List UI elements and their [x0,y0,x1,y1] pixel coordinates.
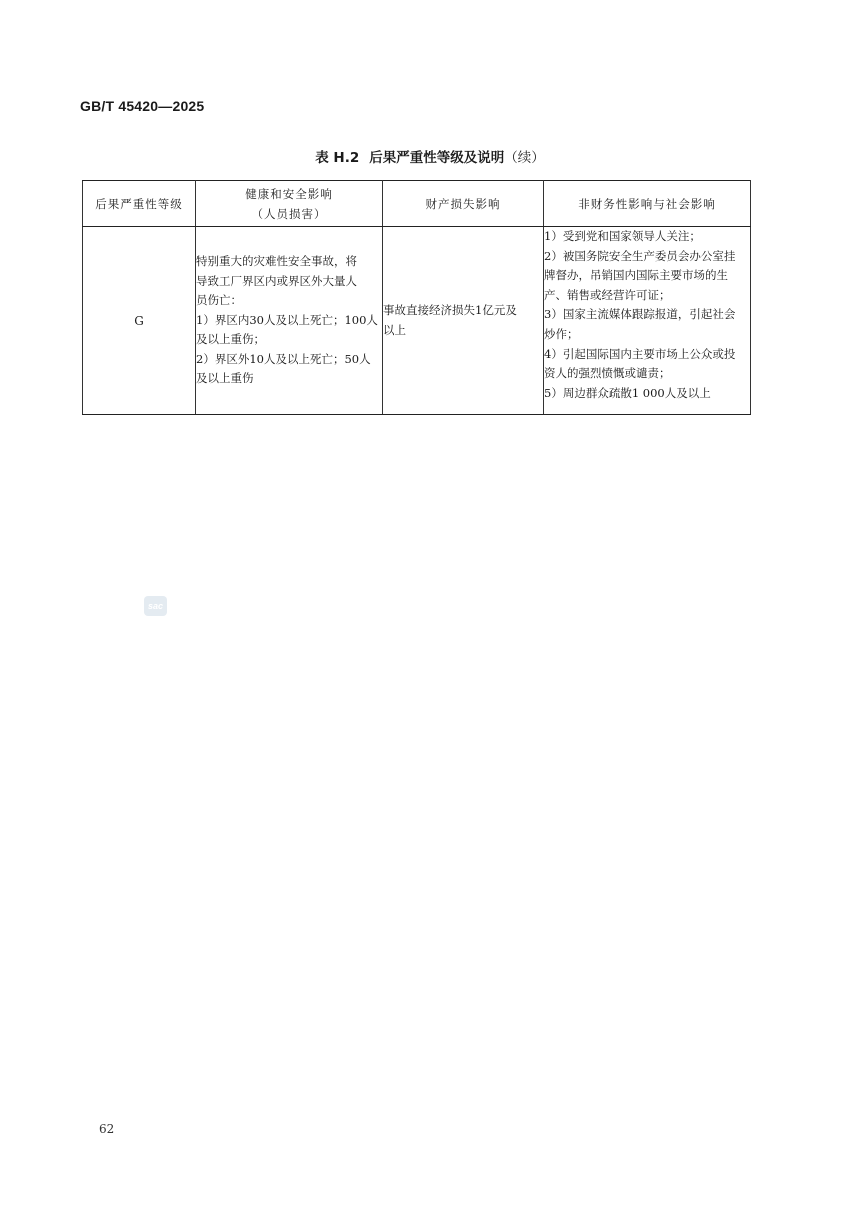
health-impact-line: 及以上重伤； [196,332,265,347]
table-header-row [83,181,751,227]
health-impact-line: 2）界区外10人及以上死亡；50人 [196,351,371,366]
header-health-safety-line1: 健康和安全影响 [245,186,333,201]
social-impact-line: 牌督办，吊销国内国际主要市场的生 [544,268,728,283]
table-name: 后果严重性等级及说明 [369,150,505,166]
sac-watermark-logo: sac [144,596,167,616]
severity-table [82,180,751,415]
social-impact-line: 资人的强烈愤慨或谴责； [544,366,671,381]
property-impact-line: 以上 [383,322,406,337]
table-number: 表 H.2 [315,150,360,166]
health-impact-cell [196,227,383,415]
header-health-safety-line2: （人员损害） [251,206,327,221]
social-impact-line: 2）被国务院安全生产委员会办公室挂 [544,248,736,263]
severity-level-cell: G [83,227,196,415]
social-impact-line: 产、销售或经营许可证； [544,287,671,302]
table-title [0,146,860,166]
header-severity-level: 后果严重性等级 [83,181,196,227]
health-impact-line: 导致工厂界区内或界区外大量人 [196,273,357,288]
social-impact-line: 4）引起国际国内主要市场上公众或投 [544,346,736,361]
social-impact-line: 炒作； [544,326,579,341]
header-social-impact: 非财务性影响与社会影响 [544,181,751,227]
health-impact-line: 员伤亡： [196,293,242,308]
document-code: GB/T 45420—2025 [80,98,205,114]
social-impact-line: 3）国家主流媒体跟踪报道，引起社会 [544,307,736,322]
social-impact-cell [544,227,751,415]
property-impact-cell [383,227,544,415]
health-impact-line: 1）界区内30人及以上死亡；100人 [196,312,378,327]
social-impact-line: 1）受到党和国家领导人关注； [544,229,701,243]
health-impact-line: 特别重大的灾难性安全事故，将 [196,253,357,268]
table-continued-marker: （续） [504,150,545,166]
header-property-loss: 财产损失影响 [383,181,544,227]
health-impact-line: 及以上重伤 [196,371,254,386]
property-impact-line: 事故直接经济损失1亿元及 [383,302,517,317]
page-number: 62 [99,1122,115,1136]
table-row [83,227,751,415]
header-health-safety [196,181,383,227]
social-impact-line: 5）周边群众疏散1 000人及以上 [544,385,711,400]
